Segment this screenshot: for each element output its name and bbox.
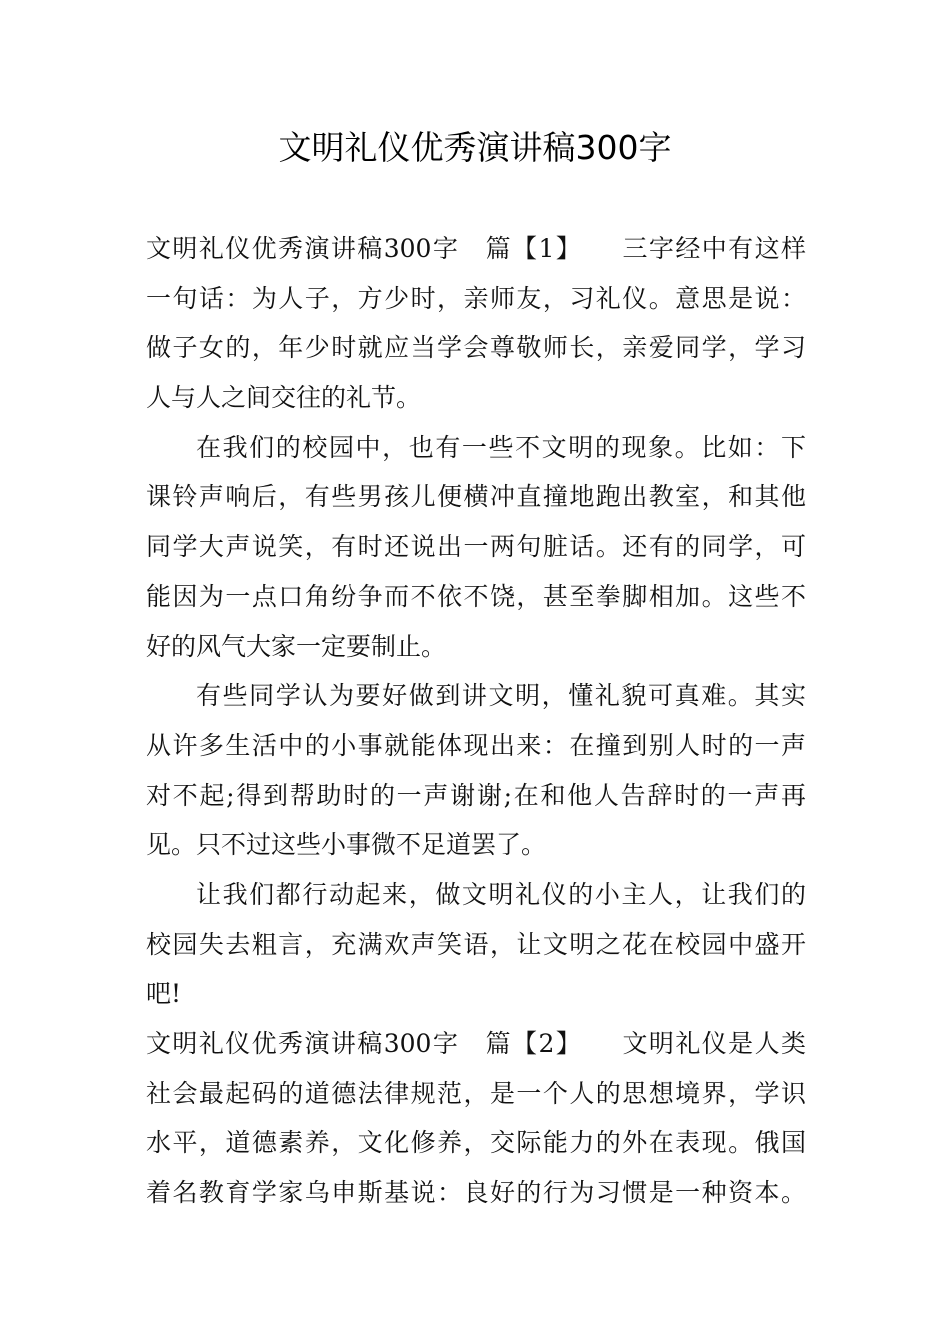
document-title: 文明礼仪优秀演讲稿300字 [278, 128, 672, 167]
text-line: 在我们的校园中，也有一些不文明的现象。比如：下 [196, 432, 806, 462]
text-line: 文明礼仪优秀演讲稿300字 篇【1】 三字经中有这样 [146, 234, 806, 263]
text-line: 让我们都行动起来，做文明礼仪的小主人，让我们的 [196, 879, 806, 909]
text-line: 课铃声响后，有些男孩儿便横冲直撞地跑出教室，和其他 [146, 482, 806, 512]
text-line: 同学大声说笑，有时还说出一两句脏话。还有的同学，可 [146, 532, 806, 562]
text-line: 校园失去粗言，充满欢声笑语，让文明之花在校园中盛开 [146, 929, 806, 959]
text-line: 人与人之间交往的礼节。 [146, 383, 422, 413]
text-line: 能因为一点口角纷争而不依不饶，甚至拳脚相加。这些不 [146, 581, 806, 611]
text-line: 做子女的，年少时就应当学会尊敬师长，亲爱同学，学习 [146, 333, 806, 363]
text-line: 水平，道德素养，文化修养，交际能力的外在表现。俄国 [146, 1128, 806, 1158]
text-line: 好的风气大家一定要制止。 [146, 631, 447, 661]
document-body [146, 229, 806, 1223]
text-line: 从许多生活中的小事就能体现出来：在撞到别人时的一声 [146, 730, 806, 760]
text-line: 着名教育学家乌申斯基说：良好的行为习惯是一种资本。 [146, 1178, 806, 1208]
text-line: 一句话：为人子，方少时，亲师友，习礼仪。意思是说： [146, 283, 806, 313]
text-line: 社会最起码的道德法律规范，是一个人的思想境界，学识 [146, 1078, 806, 1108]
text-line: 吧! [146, 979, 182, 1009]
text-line: 对不起;得到帮助时的一声谢谢;在和他人告辞时的一声再 [146, 780, 806, 810]
text-line: 文明礼仪优秀演讲稿300字 篇【2】 文明礼仪是人类 [146, 1029, 806, 1058]
text-line: 有些同学认为要好做到讲文明，懂礼貌可真难。其实 [196, 681, 806, 711]
text-line: 见。只不过这些小事微不足道罢了。 [146, 830, 547, 860]
